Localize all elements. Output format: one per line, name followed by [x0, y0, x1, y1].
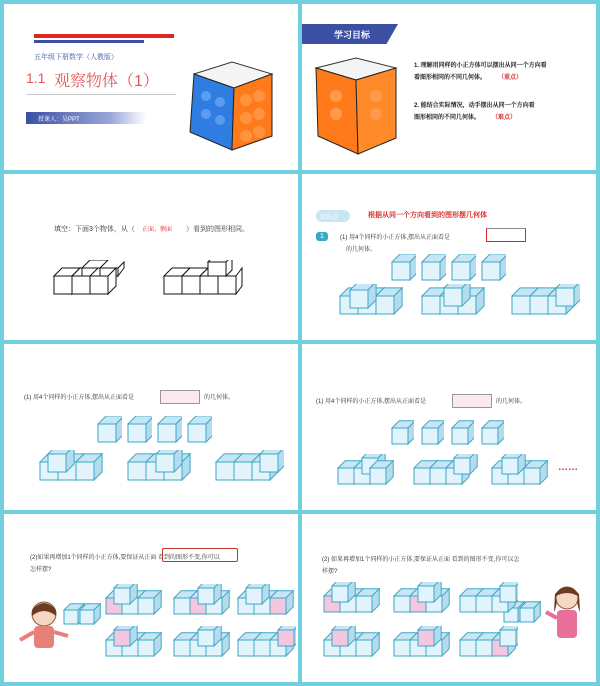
- arrangement-c: [214, 450, 284, 490]
- arrangement-e: [172, 626, 232, 664]
- question-text: 填空：下面3个物体，从（: [54, 226, 135, 233]
- front-view-shape: [160, 390, 200, 404]
- arrangement-c: [236, 584, 296, 622]
- arrangement-a: [336, 454, 396, 494]
- question-text-end: 样摆?: [322, 569, 338, 575]
- question-text-end: 的几何体。: [346, 247, 377, 253]
- question-text: (2) 如果再增加1个同样的小正方体,要保证从正面 看到的图形不变,你可以怎: [322, 557, 520, 563]
- question-text: (1) 用4个同样的小正方体,摆出从正面看是: [316, 399, 427, 405]
- question-text-end: 怎样摆?: [30, 567, 52, 573]
- question-text: (2)如果再增加1个同样的小正方体,要保证从正面 看到的图形不变,你可以: [30, 555, 220, 561]
- lesson-number: 1.1: [26, 70, 46, 86]
- single-cube: [156, 416, 182, 446]
- stripe-top: [34, 34, 174, 38]
- arrangement-b: [126, 450, 196, 490]
- goals-badge-label: 学习目标: [334, 30, 371, 40]
- slide-knowledge[interactable]: [302, 174, 596, 340]
- single-cube: [126, 416, 152, 446]
- single-cube: [186, 416, 212, 446]
- question-number: 1: [316, 232, 328, 241]
- arrangement-c: [458, 582, 518, 620]
- answer-text: 正面、侧面: [142, 227, 173, 233]
- slide-question-1b[interactable]: [302, 344, 596, 510]
- arrangement-b: [412, 454, 478, 494]
- arrangement-b: [172, 584, 232, 622]
- single-cube: [450, 420, 474, 448]
- rubik-cube-image: [184, 60, 280, 154]
- arrangement-a: [322, 582, 382, 620]
- arrangement-b: [420, 284, 490, 324]
- single-cube: [450, 254, 476, 284]
- arrangement-f: [458, 626, 518, 664]
- slide-goals[interactable]: [302, 4, 596, 170]
- rubik-cube-image: [312, 56, 404, 156]
- goal-1-line2: 看图形相同的不同几何体。: [414, 75, 487, 81]
- slide-question-1a[interactable]: [4, 344, 298, 510]
- single-cube: [390, 420, 414, 448]
- goal-2-line2: 图形相同的不同几何体。: [414, 115, 481, 121]
- arrangement-e: [392, 626, 452, 664]
- knowledge-title: 根据从同一个方向看到的图形摆几何体: [368, 212, 487, 219]
- arrangement-c: [490, 454, 556, 494]
- front-view-shape: [452, 394, 492, 408]
- arrangement-d: [322, 626, 382, 664]
- arrangement-f: [236, 626, 296, 664]
- grade-label: 五年级下册数学（人教版）: [34, 54, 118, 61]
- arrangement-a: [104, 584, 164, 622]
- question-text: (1) 用4个同样的小正方体,摆出从正面看是: [24, 395, 135, 401]
- question-text-end: 的几何体。: [496, 399, 527, 405]
- goal-1-tag: （重点）: [498, 75, 523, 81]
- slide-question-2a[interactable]: [4, 514, 298, 682]
- girl-illustration: [542, 582, 592, 648]
- goal-1-line1: 1. 理解用同样的小正方体可以摆出从同一个方向看: [414, 63, 547, 69]
- goal-2-line1: 2. 能结合实际情况，动手摆出从同一个方向看: [414, 103, 535, 109]
- knowledge-tag-label: 知识点: [320, 215, 339, 221]
- cube-figure-right: [162, 260, 246, 300]
- single-cube: [420, 254, 446, 284]
- cube-figure-left: [52, 260, 132, 300]
- highlight-box: [162, 548, 238, 562]
- lesson-title: 观察物体（1）: [54, 73, 159, 90]
- question-text: (1) 用4个同样的小正方体,摆出从正面看是: [340, 235, 451, 241]
- single-cube: [390, 254, 416, 284]
- ellipsis: ……: [558, 462, 578, 473]
- single-cube: [480, 254, 506, 284]
- slide-question-2b[interactable]: [302, 514, 596, 682]
- arrangement-b: [392, 582, 452, 620]
- title-underline: [26, 94, 176, 95]
- question-end: ）看到的图形相同。: [186, 226, 249, 233]
- single-cube: [420, 420, 444, 448]
- single-cube: [96, 416, 122, 446]
- goal-2-tag: （难点）: [492, 115, 517, 121]
- single-cube: [480, 420, 504, 448]
- slide-fill-blank[interactable]: [4, 174, 298, 340]
- slide-title[interactable]: [4, 4, 298, 170]
- stripe-top2: [34, 40, 144, 43]
- extra-cube-hint: [62, 602, 102, 628]
- arrangement-a: [338, 284, 408, 324]
- arrangement-d: [104, 626, 164, 664]
- question-text-end: 的几何体。: [204, 395, 235, 401]
- teacher-label: 授课人：吴PPT: [38, 117, 80, 123]
- arrangement-c: [510, 284, 580, 324]
- front-view-shape: [486, 228, 526, 242]
- arrangement-a: [38, 450, 108, 490]
